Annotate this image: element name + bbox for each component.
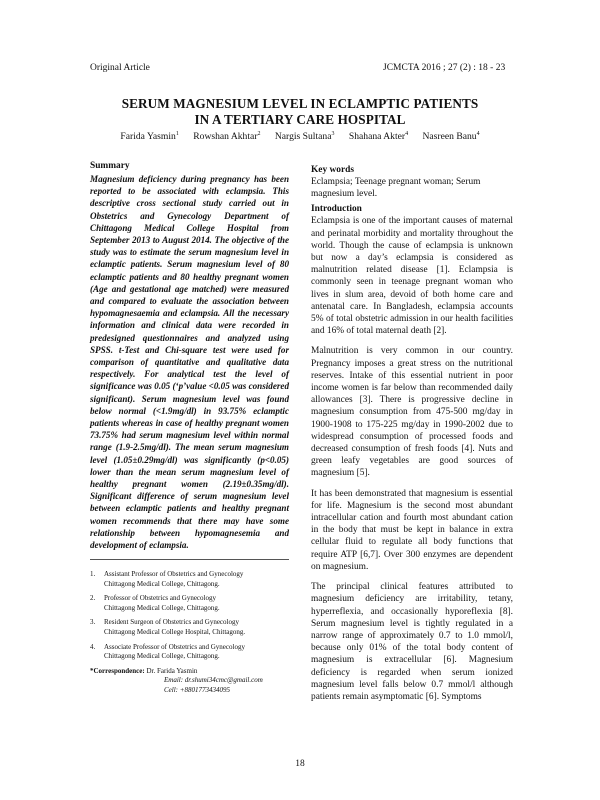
correspondence-name: Dr. Farida Yasmin bbox=[146, 666, 198, 675]
affiliation-item bbox=[90, 618, 300, 637]
author bbox=[120, 131, 178, 142]
affiliation-line: Assistant Professor of Obstetrics and Gynecology bbox=[104, 570, 244, 578]
affiliation-item bbox=[90, 643, 300, 662]
left-column bbox=[90, 160, 289, 551]
author-affiliation-mark: 4 bbox=[476, 131, 480, 137]
page-number: 18 bbox=[295, 759, 305, 769]
intro-paragraph: Malnutrition is very common in our country. Pregnancy imposes a great stress on the nutritional reserves. Intake of this essential nutrient in poor income women is far below than recommended daily allowances [3]. There is progressive decline in magnesium consumption from 475-500 mg/day in 1900-1908 to 175-225 mg/day in 1990-2002 due to widespread consumption of processed foods and decreased consumption of fresh foods [4]. Nuts and green leafy vegetables are good sources of magnesium [5]. bbox=[311, 346, 513, 479]
introduction-heading: Introduction bbox=[311, 204, 362, 215]
affiliation-line: Chittagong Medical College, Chittagong. bbox=[104, 603, 220, 612]
author-name: Nargis Sultana bbox=[274, 131, 332, 143]
author bbox=[423, 131, 480, 142]
affiliation-line: Professor of Obstetrics and Gynecology bbox=[104, 594, 216, 603]
keywords-text: Eclampsia; Teenage pregnant woman; Serum magnesium level. bbox=[311, 177, 481, 200]
affiliation-line: Associate Professor of Obstetrics and Gynecology bbox=[104, 642, 245, 651]
article-title bbox=[90, 96, 510, 128]
correspondence-cell: Cell: +8801773434095 bbox=[164, 685, 230, 694]
keywords-heading: Key words bbox=[311, 165, 354, 175]
affiliation-number: 3. bbox=[90, 618, 96, 627]
footnote-divider bbox=[90, 559, 289, 560]
author bbox=[275, 131, 335, 142]
summary-text: Magnesium deficiency during pregnancy has been reported to be associated with eclampsia. This descriptive cross sectional study carried out in Obstetrics and Gynecology Department of Chittagong Medical College Hospital from September 2013 to August 2014. The objective of the study was to estimate the serum magnesium level in eclamptic patients. Serum magnesium level of 80 eclamptic patients and 80 healthy pregnant women (Age and gestational age matched) were measured and compared to evaluate the association between hypomagnesaemia and eclampsia. All the necessary information and clinical data were recorded in predesigned questionnaires and analyzed using SPSS. t-Test and Chi-square test were used for comparison of quantitative and qualitative data respectively. For analytical test the level of significance was 0.05 (‘p’value <0.05 was considered significant). Serum magnesium level was found below normal (<1.9mg/dl) in 93.75% eclamptic patients whereas in case of healthy pregnant women 73.75% had serum magnesium level within normal range (1.9-2.5mg/dl). The mean serum magnesium level (1.05±0.29mg/dl) was significantly (p<0.05) lower than the mean serum magnesium level of healthy pregnant women (2.19±0.35mg/dl). Significant difference of serum magnesium level between eclamptic patients and healthy pregnant women recommends that there may have some relationship between hypomagnesemia and development of eclampsia. bbox=[90, 174, 289, 551]
author-affiliation-mark: 2 bbox=[257, 131, 261, 137]
author-list bbox=[90, 131, 510, 142]
author-name: Nasreen Banu bbox=[422, 131, 477, 143]
title-line-1: SERUM MAGNESIUM LEVEL IN ECLAMPTIC PATIENTS bbox=[121, 96, 479, 111]
summary-heading: Summary bbox=[90, 161, 130, 171]
correspondence bbox=[90, 667, 300, 696]
intro-paragraph: The principal clinical features attributed to magnesium deficiency are irritability, tetany, hyperreflexia, and occasionally hyporeflexia [8]. Serum magnesium level is tightly regulated in a narrow range of approximately 0.7 to 1.0 mmol/l, because only 01% of the total body content of magnesium is extracellular [6]. Magnesium deficiency is regarded when serum ionized magnesium level falls below 0.7 mmol/l although patients remain asymptomatic [6]. Symptoms bbox=[311, 582, 513, 702]
author bbox=[193, 131, 260, 142]
author-affiliation-mark: 1 bbox=[175, 131, 179, 137]
affiliation-line: Chittagong Medical College, Chittagong. bbox=[104, 579, 220, 588]
author bbox=[349, 131, 408, 142]
affiliation-number: 2. bbox=[90, 594, 96, 603]
correspondence-email: Email: dr.shumi34cmc@gmail.com bbox=[164, 676, 263, 685]
affiliation-line: Chittagong Medical College Hospital, Chittagong. bbox=[104, 627, 246, 636]
intro-paragraph: It has been demonstrated that magnesium is essential for life. Magnesium is the second most abundant intracellular cation and fourth most abundant cation in the body that must be kept in balance in extra cellular fluid to regulate all body functions that require ATP [6,7]. Over 300 enzymes are dependent on magnesium. bbox=[311, 488, 513, 572]
journal-citation: JCMCTA 2016 ; 27 (2) : 18 - 23 bbox=[383, 63, 506, 73]
affiliation-number: 1. bbox=[90, 570, 96, 578]
author-affiliation-mark: 4 bbox=[405, 131, 409, 137]
correspondence-label: *Correspondence: bbox=[90, 666, 145, 675]
affiliation-line: Chittagong Medical College, Chittagong. bbox=[104, 652, 220, 661]
article-type-label: Original Article bbox=[90, 63, 150, 73]
affiliation-line: Resident Surgeon of Obstetrics and Gynecology bbox=[104, 618, 239, 627]
affiliations bbox=[90, 570, 300, 696]
author-name: Rowshan Akhtar bbox=[193, 131, 258, 143]
intro-paragraph: Eclampsia is one of the important causes of maternal and perinatal morbidity and mortality throughout the world. Though the cause of eclampsia is unknown but now a day’s eclampsia is considered as malnutrition related disease [1]. Eclampsia is commonly seen in teenage pregnant woman who lives in slum area, devoid of both home care and antenatal care. In Bangladesh, eclampsia accounts 5% of total obstetric admission in our health facilities and 16% of total maternal death [2]. bbox=[311, 216, 513, 337]
author-affiliation-mark: 3 bbox=[331, 131, 335, 137]
right-column bbox=[311, 164, 513, 711]
author-name: Farida Yasmin bbox=[120, 131, 176, 143]
affiliation-item bbox=[90, 570, 300, 589]
author-name: Shahana Akter bbox=[348, 131, 406, 143]
affiliation-item bbox=[90, 594, 300, 613]
affiliation-number: 4. bbox=[90, 642, 96, 651]
title-line-2: IN A TERTIARY CARE HOSPITAL bbox=[194, 112, 406, 127]
